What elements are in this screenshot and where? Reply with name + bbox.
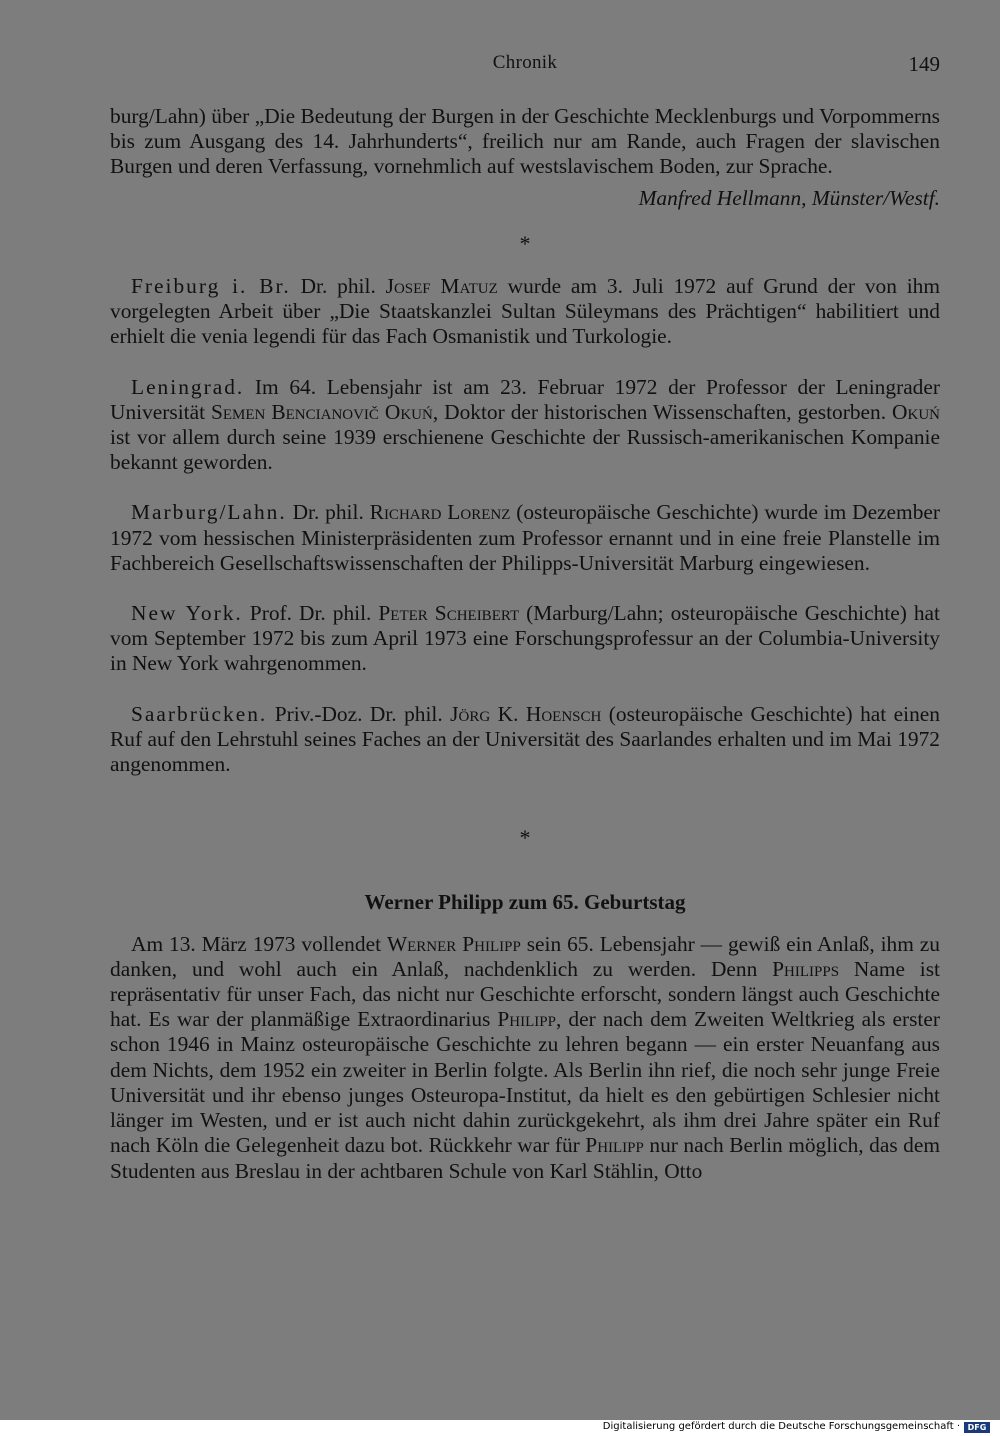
- news-entry: [110, 702, 940, 778]
- entry-text: (osteuropäische Geschichte) wurde im Dezember 1972 vom hessischen Ministerpräsidenten zum Professor ernannt und in eine freie Planstelle im Fachbereich Gesellschaftswissenschaften der Philipps-Universität Marburg eingewiesen.: [110, 500, 941, 575]
- entry-text: Im 64. Lebensjahr ist am 23. Februar 1972 der Professor der Leningrader Universität: [110, 374, 940, 424]
- entry-place: Leningrad.: [131, 374, 245, 399]
- section-text: nur nach Berlin möglich, das dem Studenten aus Breslau in der achtbaren Schule von Karl Stählin, Otto: [110, 1133, 940, 1183]
- entry-place: Saarbrücken.: [131, 701, 268, 726]
- section-text: Am 13. März 1973 vollendet: [131, 931, 387, 956]
- person-name: Richard Lorenz: [369, 500, 511, 525]
- news-entry: [110, 500, 940, 576]
- person-name: Philipp: [497, 1007, 556, 1032]
- entry-text: wurde am 3. Juli 1972 auf Grund der von ihm vorgelegten Arbeit über „Die Staatskanzlei Sultan Süleymans des Prächtigen“ habilitiert und erhielt die venia legendi für das Fach Osmanistik und Turkologie.: [110, 274, 941, 349]
- person-name: Jörg K. Hoensch: [450, 701, 602, 726]
- news-entry: [110, 375, 940, 476]
- entry-text: (osteuropäische Geschichte) hat einen Ruf auf den Lehrstuhl seines Faches an der Universität des Saarlandes erhalten und im Mai 1972 angenommen.: [110, 701, 940, 777]
- person-name: Josef Matuz: [385, 274, 498, 299]
- entry-text: Prof. Dr. phil.: [242, 601, 379, 626]
- intro-paragraph: burg/Lahn) über „Die Bedeutung der Burgen in der Geschichte Mecklenburgs und Vorpommerns bis zum Ausgang des 14. Jahrhunderts“, freilich nur am Rande, auch Fragen der slavischen Burgen und deren Verfassung, vornehmlich auf westslavischem Boden, zur Sprache.: [110, 104, 940, 179]
- author-signature: Manfred Hellmann, Münster/Westf.: [638, 185, 940, 210]
- section-separator: *: [519, 825, 531, 851]
- news-entry: [110, 601, 940, 677]
- footer-credit: Digitalisierung gefördert durch die Deutsche Forschungsgemeinschaft ·: [602, 1421, 960, 1432]
- entry-text: Dr. phil.: [286, 500, 370, 525]
- news-entry: [110, 274, 940, 350]
- running-head: Chronik: [492, 52, 558, 73]
- page-number: 149: [908, 52, 940, 76]
- entry-text: (Marburg/Lahn; osteuropäische Geschichte) hat vom September 1972 bis zum April 1973 eine Forschungsprofessur an der Columbia-University in New York wahrgenommen.: [110, 601, 940, 676]
- body-text: [110, 104, 940, 1184]
- entry-place: Marburg/Lahn.: [131, 500, 287, 525]
- section-separator: *: [519, 230, 531, 256]
- person-name: Peter Scheibert: [378, 601, 520, 626]
- entry-text: Dr. phil.: [290, 274, 386, 299]
- section-text: , der nach dem Zweiten Weltkrieg als erster schon 1946 in Mainz osteuropäische Geschichte zu lehren begann — ein erster Neuanfang aus dem Nichts, dem 1952 ein zweiter in Berlin folgte. Als Berlin ihn rief, die noch sehr junge Freie Universität und ihr ebenso junges Osteuropa-Institut, da hielt es den gebürtigen Schlesier nicht länger im Westen, und er ist auch nicht dahin zurückgekehrt, als ihm drei Jahre später ein Ruf nach Köln die Gelegenheit dazu bot. Rückkehr war für: [110, 1007, 940, 1158]
- digitization-footer: [0, 1420, 1000, 1436]
- person-name: Philipps: [772, 956, 840, 981]
- entry-place: Freiburg i. Br.: [131, 274, 291, 299]
- person-name: Semen Bencianovič Okuń: [211, 399, 433, 424]
- entry-place: New York.: [131, 601, 243, 626]
- section-text: sein 65. Lebensjahr — gewiß ein Anlaß, ihm zu danken, und wohl auch ein Anlaß, nachdenklich zu werden. Denn: [110, 931, 940, 981]
- entry-text: , Doktor der historischen Wissenschaften, gestorben.: [432, 399, 893, 424]
- page-header: [110, 52, 940, 82]
- section-text: Name ist repräsentativ für unser Fach, das nicht nur Geschichte erforscht, sondern längst auch Geschichte hat. Es war der planmäßige Extraordinarius: [110, 956, 940, 1032]
- section-paragraph: [110, 932, 940, 1184]
- entry-text: ist vor allem durch seine 1939 erschienene Geschichte der Russisch-amerikanischen Kompanie bekannt geworden.: [110, 425, 940, 475]
- section-title: Werner Philipp zum 65. Geburtstag: [364, 890, 686, 915]
- entry-text: Priv.-Doz. Dr. phil.: [267, 701, 451, 726]
- dfg-logo: DFG: [964, 1422, 990, 1433]
- person-name: Philipp: [585, 1133, 644, 1158]
- person-name: Werner Philipp: [386, 931, 521, 956]
- person-name: Okuń: [892, 399, 940, 424]
